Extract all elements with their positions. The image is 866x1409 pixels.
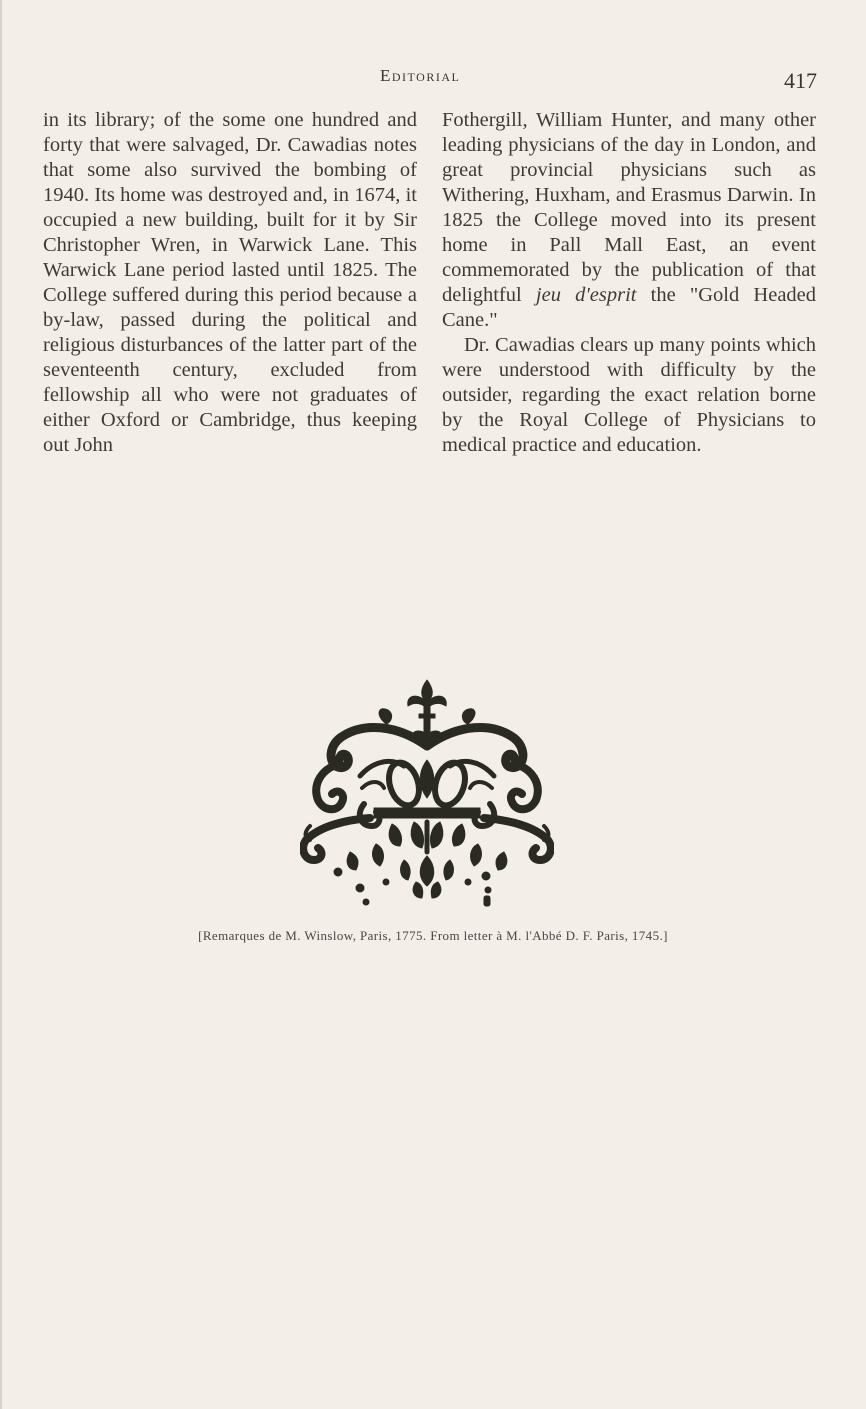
right-column-paragraph-1 (442, 108, 816, 333)
running-head (0, 64, 866, 94)
page-left-edge (0, 0, 2, 1409)
left-column-paragraph: in its library; of the some one hundred and forty that were salvaged, Dr. Cawadias notes that some also survived the bombing of 1940. Its home was destroyed and, in 1674, it occupied a new building, built for it by Sir Christopher Wren, in Warwick Lane. This Warwick Lane period lasted until 1825. The College suffered during this period because a by-law, passed during the political and religious disturbances of the latter part of the seventeenth century, excluded from fellowship all who were not graduates of either Oxford or Cambridge, thus keeping out John (43, 109, 417, 456)
floral-ornament-icon (300, 676, 554, 912)
italic-phrase: jeu d'esprit (535, 284, 637, 306)
right-column (442, 108, 816, 458)
paragraph-text-lead: Fothergill, William Hunter, and many other leading physicians of the day in London, and great provincial physicians such as Withering, Huxham, and Erasmus Darwin. In 1825 the College moved into its present home in Pall Mall East, an event commemorated by the publication of that delightful (442, 109, 816, 306)
left-column (43, 108, 417, 458)
right-column-paragraph-2: Dr. Cawadias clears up many points which were understood with difficulty by the outsider, regarding the exact relation borne by the Royal College of Physicians to medical practice and education. (442, 334, 816, 456)
page-number: 417 (784, 68, 817, 93)
ornament-caption: [Remarques de M. Winslow, Paris, 1775. From letter à M. l'Abbé D. F. Paris, 1745.] (198, 928, 668, 943)
running-head-title: Editorial (380, 66, 461, 85)
paragraph-text-tail: the "Gold Headed Cane." (442, 284, 817, 331)
